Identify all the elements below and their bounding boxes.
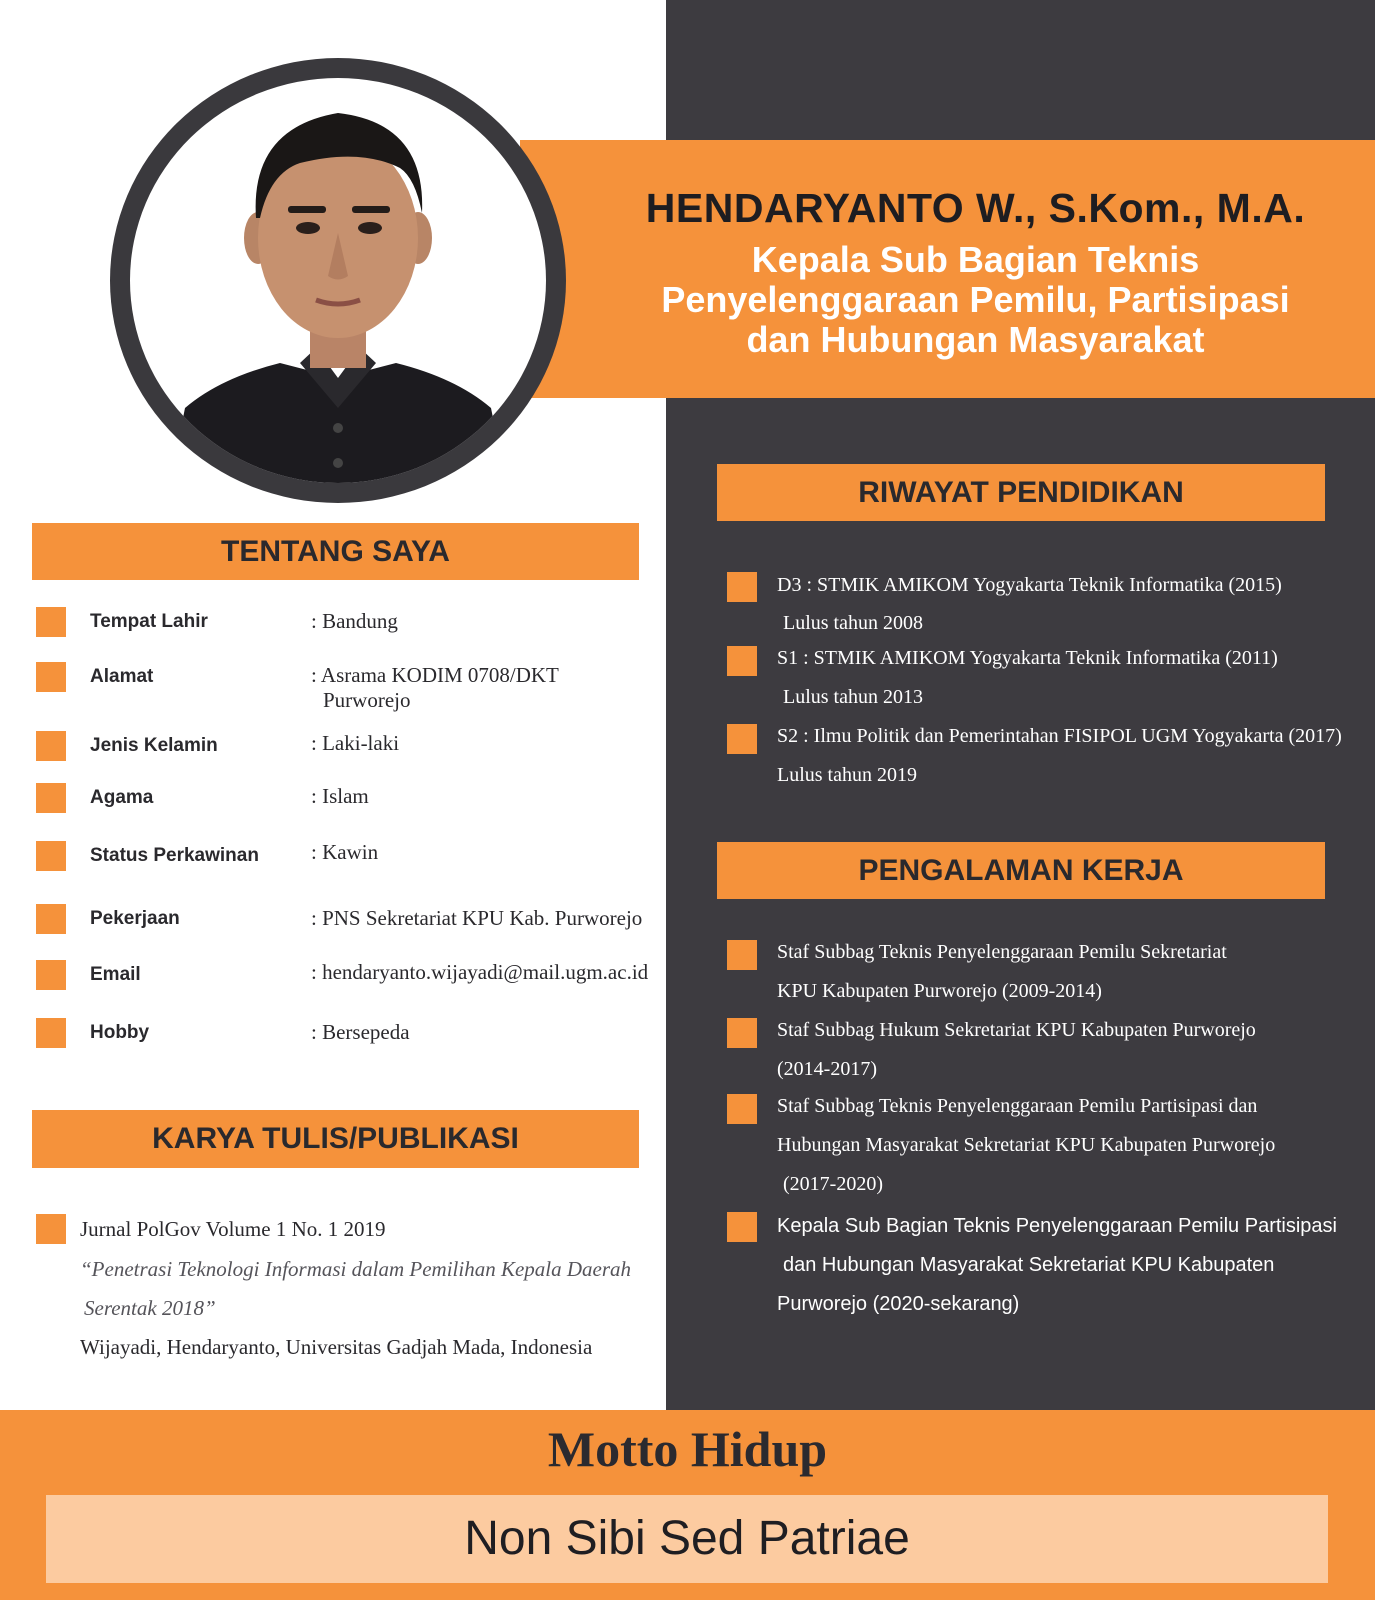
about-label-occupation: Pekerjaan <box>90 908 180 929</box>
education-heading: RIWAYAT PENDIDIKAN <box>717 464 1325 521</box>
work-item-4-line-1: Kepala Sub Bagian Teknis Penyelenggaraan Pemilu Partisipasi <box>777 1215 1337 1237</box>
education-item-s1-graduation: Lulus tahun 2013 <box>783 686 923 708</box>
about-value-hobby: : Bersepeda <box>311 1020 410 1044</box>
bullet-icon <box>727 1212 757 1242</box>
position-line-2: Penyelenggaraan Pemilu, Partisipasi <box>661 279 1290 320</box>
education-item-s2: S2 : Ilmu Politik dan Pemerintahan FISIPOL UGM Yogyakarta (2017) <box>777 725 1342 747</box>
bullet-icon <box>36 1214 66 1244</box>
about-label-address: Alamat <box>90 666 154 687</box>
profile-name: HENDARYANTO W., S.Kom., M.A. <box>645 185 1306 231</box>
education-item-d3: D3 : STMIK AMIKOM Yogyakarta Teknik Informatika (2015) <box>777 574 1282 596</box>
motto-text: Non Sibi Sed Patriae <box>464 1512 910 1565</box>
about-label-hobby: Hobby <box>90 1022 150 1043</box>
about-label-email: Email <box>90 964 141 985</box>
profile-photo-frame <box>110 58 566 503</box>
bullet-icon <box>36 731 66 761</box>
bullet-icon <box>36 841 66 871</box>
about-value-religion: : Islam <box>311 784 369 808</box>
education-item-s2-graduation: Lulus tahun 2019 <box>777 764 917 786</box>
work-item-3-line-2: Hubungan Masyarakat Sekretariat KPU Kabupaten Purworejo <box>777 1134 1276 1156</box>
about-label-marital-status: Status Perkawinan <box>90 845 259 866</box>
work-heading: PENGALAMAN KERJA <box>717 842 1325 899</box>
work-item-2-line-1: Staf Subbag Hukum Sekretariat KPU Kabupaten Purworejo <box>777 1019 1256 1041</box>
about-value-birthplace: : Bandung <box>311 609 398 633</box>
education-item-d3-graduation: Lulus tahun 2008 <box>783 612 923 634</box>
work-item-4-line-3: Purworejo (2020-sekarang) <box>777 1293 1020 1315</box>
publication-title-line-2: Serentak 2018” <box>84 1296 216 1320</box>
bullet-icon <box>36 607 66 637</box>
about-label-religion: Agama <box>90 787 154 808</box>
motto-title: Motto Hidup <box>547 1421 828 1477</box>
publications-heading: KARYA TULIS/PUBLIKASI <box>32 1110 639 1168</box>
bullet-icon <box>727 724 757 754</box>
education-item-s1: S1 : STMIK AMIKOM Yogyakarta Teknik Informatika (2011) <box>777 647 1278 669</box>
bullet-icon <box>727 646 757 676</box>
bullet-icon <box>727 572 757 602</box>
about-value-address: : Asrama KODIM 0708/DKT <box>311 663 559 687</box>
bullet-icon <box>36 1018 66 1048</box>
profile-position <box>576 240 1375 360</box>
about-value-email: : hendaryanto.wijayadi@mail.ugm.ac.id <box>311 960 649 984</box>
work-item-3-line-1: Staf Subbag Teknis Penyelenggaraan Pemilu Partisipasi dan <box>777 1095 1258 1117</box>
bullet-icon <box>36 904 66 934</box>
bullet-icon <box>727 1018 757 1048</box>
bullet-icon <box>36 960 66 990</box>
work-item-1-line-1: Staf Subbag Teknis Penyelenggaraan Pemilu Sekretariat <box>777 941 1227 963</box>
about-heading: TENTANG SAYA <box>32 523 639 580</box>
about-value-occupation: : PNS Sekretariat KPU Kab. Purworejo <box>311 906 643 930</box>
about-label-gender: Jenis Kelamin <box>90 735 218 756</box>
about-value-marital-status: : Kawin <box>311 840 379 864</box>
bullet-icon <box>36 783 66 813</box>
publication-journal: Jurnal PolGov Volume 1 No. 1 2019 <box>80 1217 386 1241</box>
work-item-4-line-2: dan Hubungan Masyarakat Sekretariat KPU Kabupaten <box>783 1254 1275 1276</box>
position-line-3: dan Hubungan Masyarakat <box>746 319 1205 360</box>
about-label-birthplace: Tempat Lahir <box>90 611 208 632</box>
bullet-icon <box>727 940 757 970</box>
portrait-illustration <box>130 78 546 483</box>
about-value-address-line2: Purworejo <box>323 688 411 712</box>
profile-photo <box>130 78 546 483</box>
bullet-icon <box>36 662 66 692</box>
publication-title-line-1: “Penetrasi Teknologi Informasi dalam Pemilihan Kepala Daerah <box>80 1257 632 1281</box>
about-value-gender: : Laki-laki <box>311 731 400 755</box>
bullet-icon <box>727 1094 757 1124</box>
work-item-2-line-2: (2014-2017) <box>777 1058 877 1080</box>
work-item-3-line-3: (2017-2020) <box>783 1173 883 1195</box>
publication-authors: Wijayadi, Hendaryanto, Universitas Gadjah Mada, Indonesia <box>80 1335 593 1359</box>
position-line-1: Kepala Sub Bagian Teknis <box>751 239 1200 280</box>
work-item-1-line-2: KPU Kabupaten Purworejo (2009-2014) <box>777 980 1102 1002</box>
